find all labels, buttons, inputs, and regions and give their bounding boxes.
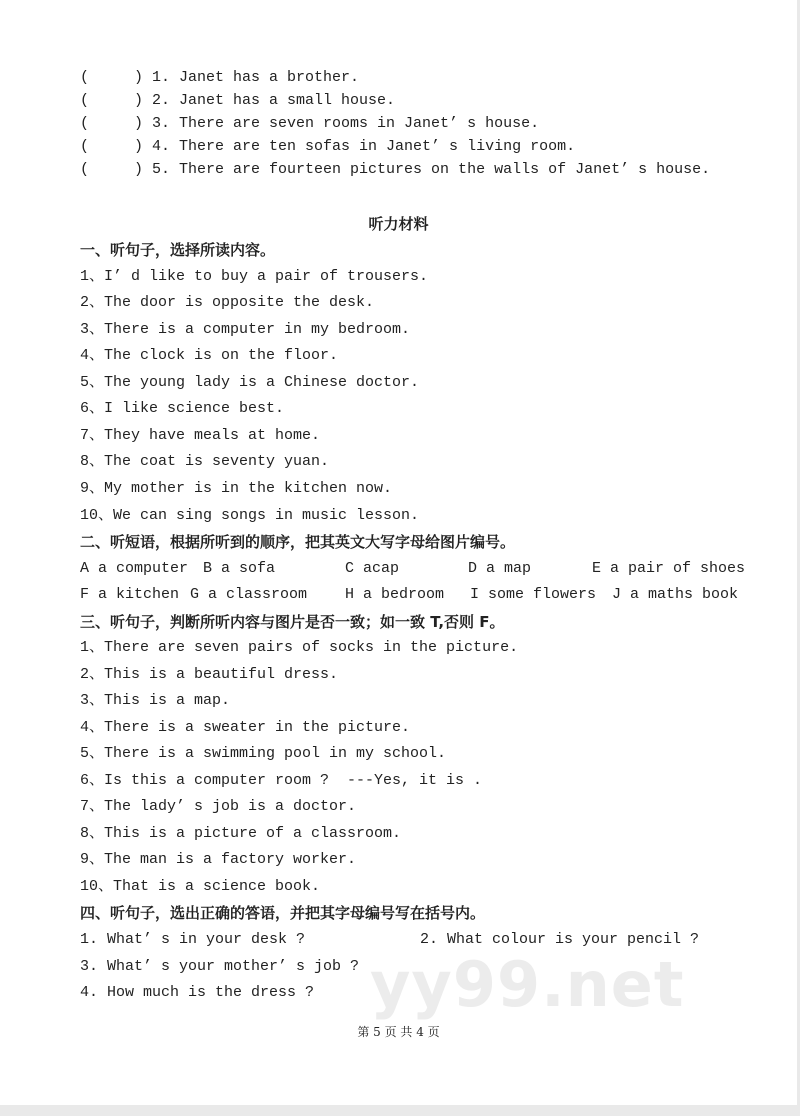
s1-item: 5、The young lady is a Chinese doctor.: [80, 374, 420, 391]
option: F a kitchen: [80, 586, 180, 603]
judge-item: ( ) 5. There are fourteen pictures on the walls of Janet’ s house.: [80, 161, 711, 178]
option: B a sofa: [203, 560, 276, 577]
option: H a bedroom: [345, 586, 445, 603]
judge-item: ( ) 2. Janet has a small house.: [80, 92, 396, 109]
section-1-heading: 一、听句子，选择所读内容。: [80, 241, 276, 259]
page-footer: 第 5 页 共 4 页: [357, 1025, 440, 1039]
s3-item: 2、This is a beautiful dress.: [80, 666, 339, 683]
option: J a maths book: [612, 586, 739, 603]
s1-item: 4、The clock is on the floor.: [80, 347, 339, 364]
s3-item: 5、There is a swimming pool in my school.: [80, 745, 447, 762]
s3-item: 1、There are seven pairs of socks in the picture.: [80, 639, 519, 656]
s3-item: 10、That is a science book.: [80, 878, 321, 895]
option: G a classroom: [190, 586, 308, 603]
option: I some flowers: [470, 586, 597, 603]
s3-item: 8、This is a picture of a classroom.: [80, 825, 402, 842]
option: C acap: [345, 560, 400, 577]
s4-item: 2. What colour is your pencil ?: [420, 931, 700, 948]
s3-item: 7、The lady’ s job is a doctor.: [80, 798, 357, 815]
s3-item: 6、Is this a computer room ? ---Yes, it is .: [80, 772, 483, 789]
s3-item: 9、The man is a factory worker.: [80, 851, 357, 868]
s3-item: 4、There is a sweater in the picture.: [80, 719, 411, 736]
judge-item: ( ) 4. There are ten sofas in Janet’ s living room.: [80, 138, 576, 155]
s1-item: 8、The coat is seventy yuan.: [80, 453, 330, 470]
watermark: yy99.net: [370, 948, 685, 1021]
section-4-heading: 四、听句子，选出正确的答语，并把其字母编号写在括号内。: [80, 904, 486, 922]
option: A a computer: [80, 560, 189, 577]
s4-item: 3. What’ s your mother’ s job ?: [80, 958, 360, 975]
s1-item: 10、We can sing songs in music lesson.: [80, 507, 420, 524]
option: D a map: [468, 560, 532, 577]
s4-item: 4. How much is the dress ?: [80, 984, 315, 1001]
judge-item: ( ) 3. There are seven rooms in Janet’ s house.: [80, 115, 540, 132]
s1-item: 2、The door is opposite the desk.: [80, 294, 375, 311]
section-2-heading: 二、听短语，根据所听到的顺序，把其英文大写字母给图片编号。: [80, 533, 516, 551]
option: E a pair of shoes: [592, 560, 746, 577]
s1-item: 1、I’ d like to buy a pair of trousers.: [80, 268, 429, 285]
s3-item: 3、This is a map.: [80, 692, 231, 709]
s1-item: 9、My mother is in the kitchen now.: [80, 480, 393, 497]
section-3-heading: 三、听句子，判断所听内容与图片是否一致；如一致 T,否则 F。: [80, 613, 505, 631]
s4-item: 1. What’ s in your desk ?: [80, 931, 306, 948]
judge-item: ( ) 1. Janet has a brother.: [80, 69, 360, 86]
s1-item: 3、There is a computer in my bedroom.: [80, 321, 411, 338]
s1-item: 6、I like science best.: [80, 400, 285, 417]
s1-item: 7、They have meals at home.: [80, 427, 321, 444]
section-title: 听力材料: [368, 215, 429, 233]
